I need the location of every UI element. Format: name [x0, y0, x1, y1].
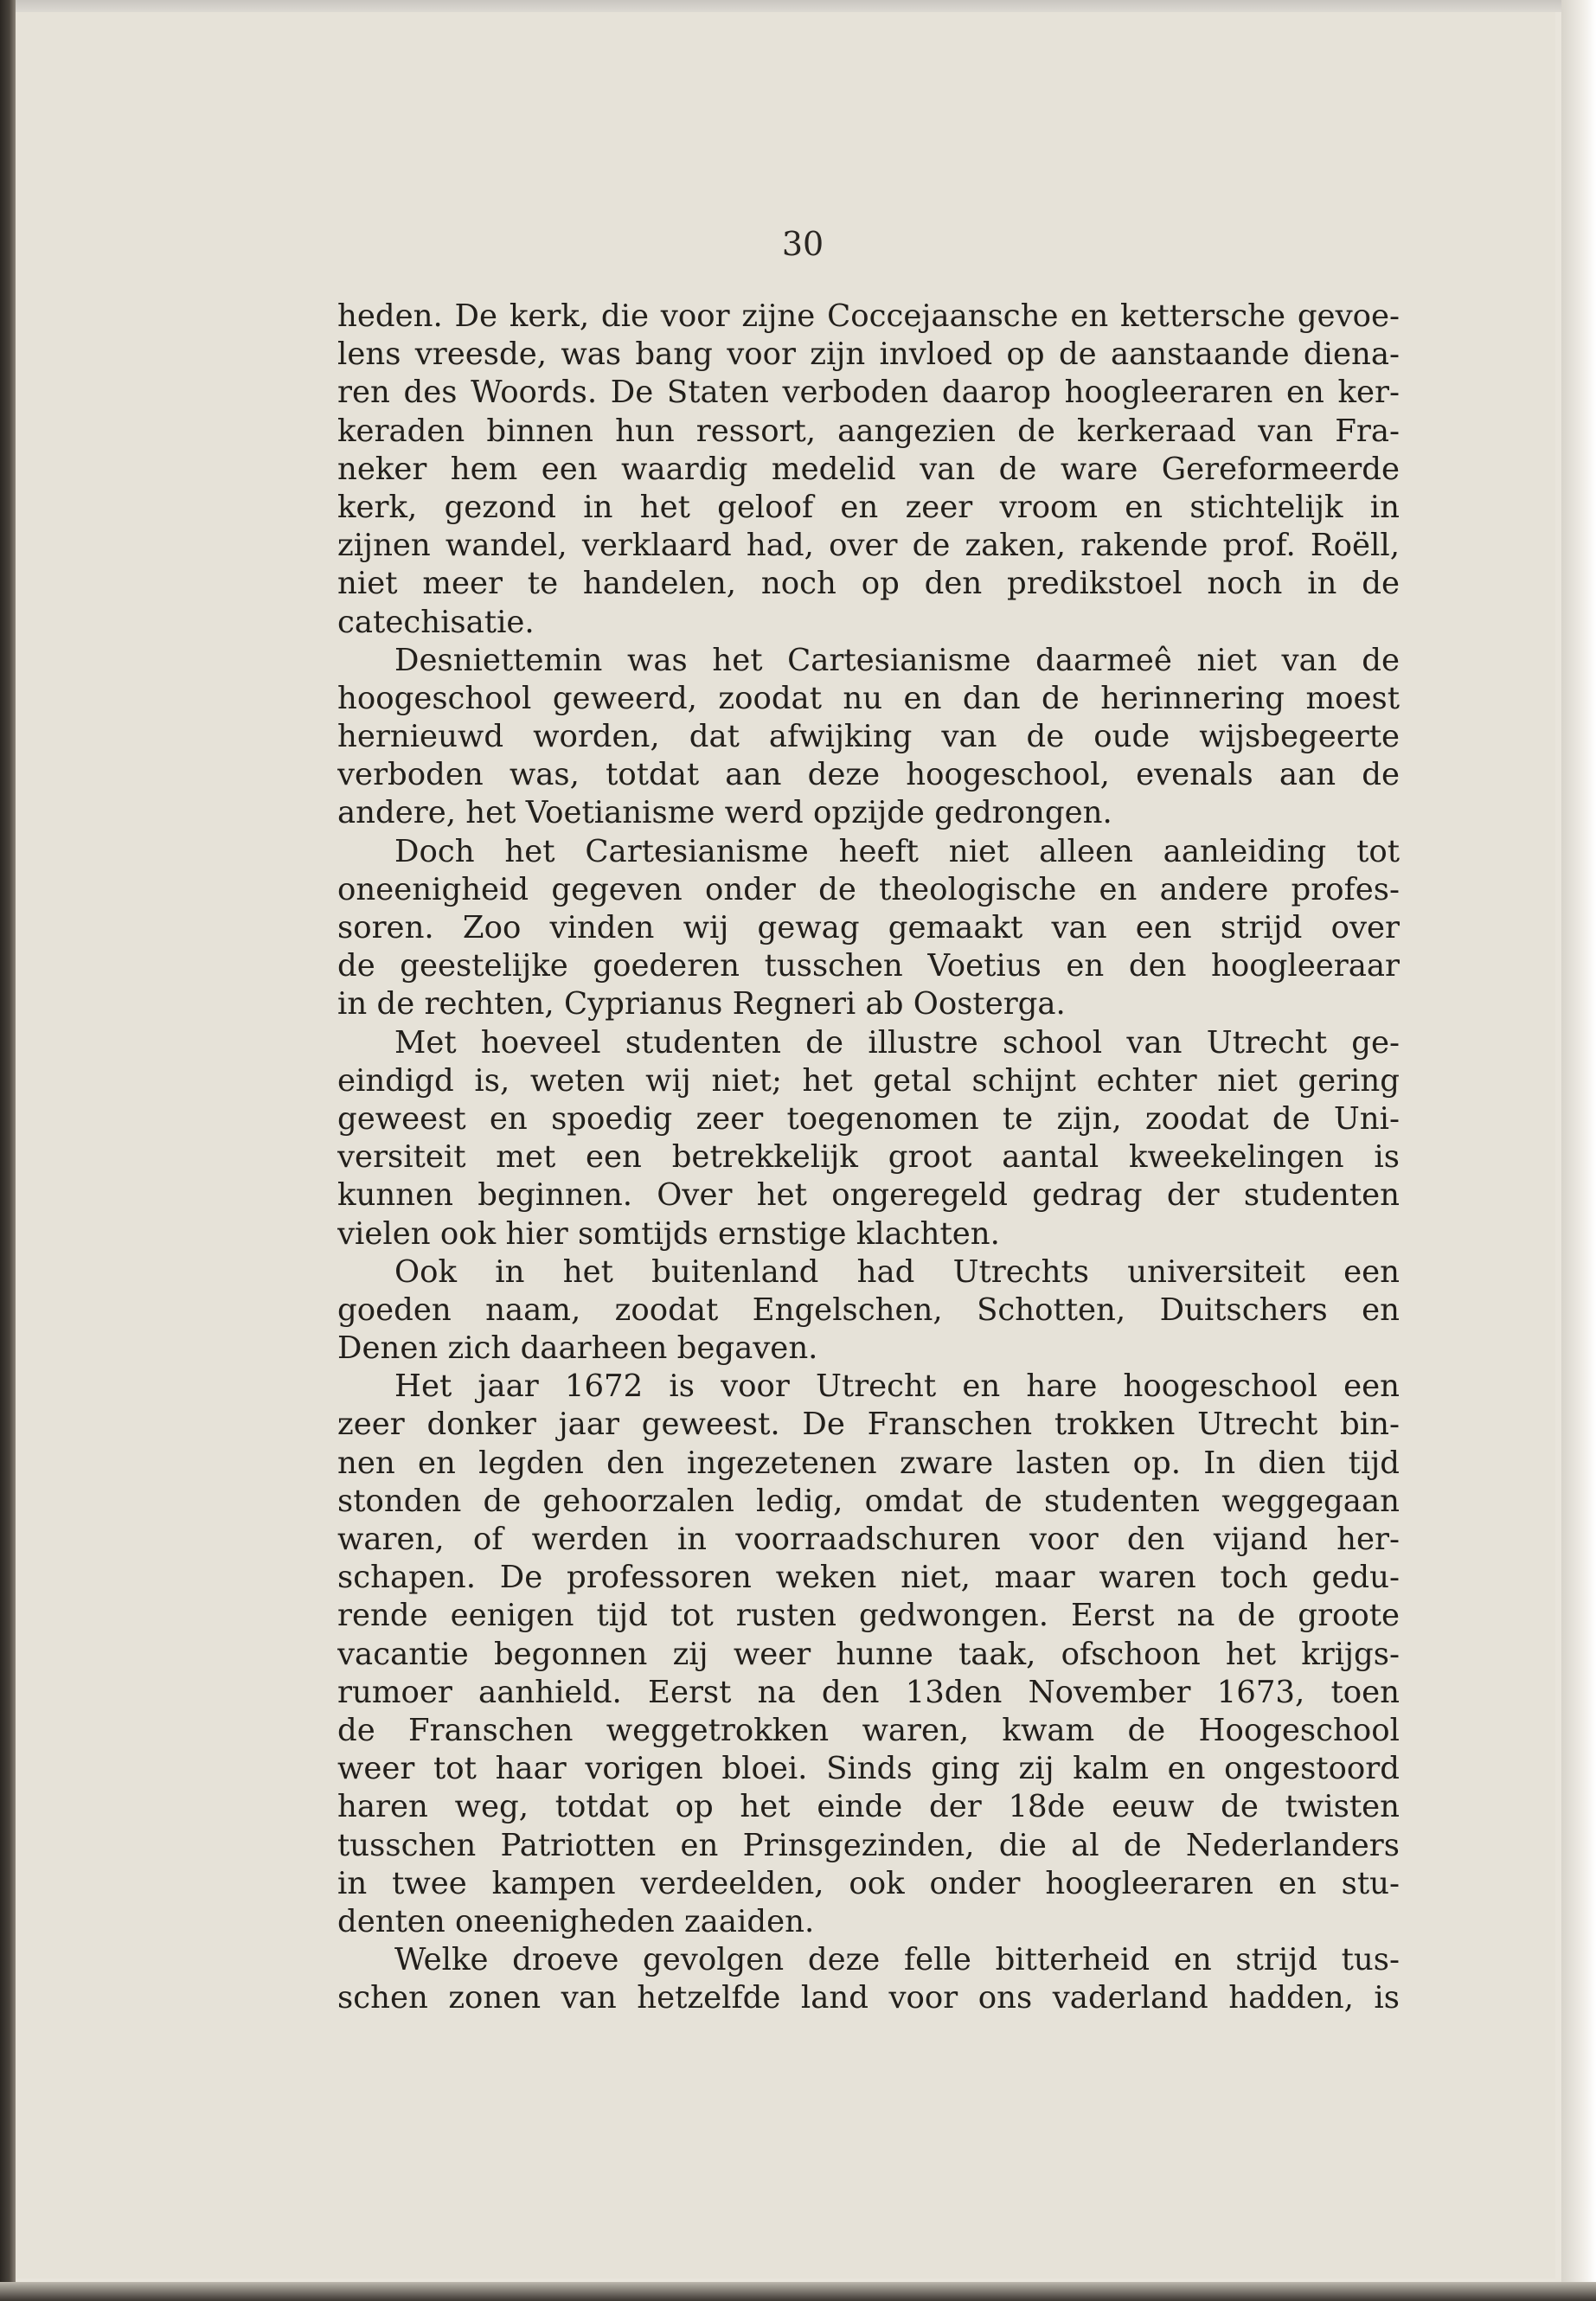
- text-line: heden. De kerk, die voor zijne Coccejaansche en kettersche gevoe-: [337, 298, 1400, 334]
- text-line: tusschen Patriotten en Prinsgezinden, die al de Nederlanders: [337, 1827, 1400, 1863]
- page-number: 30: [781, 225, 824, 263]
- text-line: goeden naam, zoodat Engelschen, Schotten, Duitschers en: [337, 1292, 1400, 1328]
- book-page: [16, 12, 1555, 2279]
- text-line: vielen ook hier somtijds ernstige klachten.: [337, 1215, 1000, 1252]
- text-line: neker hem een waardig medelid van de ware Gereformeerde: [337, 451, 1400, 487]
- text-line: versiteit met een betrekkelijk groot aantal kweekelingen is: [337, 1139, 1400, 1176]
- bottom-edge: [0, 2282, 1596, 2301]
- text-line: de Franschen weggetrokken waren, kwam de Hoogeschool: [337, 1712, 1400, 1748]
- text-line: niet meer te handelen, noch op den predikstoel noch in de: [337, 566, 1400, 602]
- text-line: de geestelijke goederen tusschen Voetius en den hoogleeraar: [337, 948, 1400, 984]
- text-line: kerk, gezond in het geloof en zeer vroom en stichtelijk in: [337, 489, 1400, 525]
- text-line: catechisatie.: [337, 604, 535, 640]
- text-line: zijnen wandel, verklaard had, over de zaken, rakende prof. Roëll,: [337, 528, 1400, 564]
- right-edge: [1561, 0, 1596, 2301]
- text-line: Desniettemin was het Cartesianisme daarmeê niet van de: [394, 642, 1400, 678]
- text-line: in de rechten, Cyprianus Regneri ab Oosterga.: [337, 986, 1066, 1022]
- text-line: haren weg, totdat op het einde der 18de eeuw de twisten: [337, 1789, 1400, 1825]
- text-line: ren des Woords. De Staten verboden daarop hoogleeraren en ker-: [337, 375, 1400, 411]
- text-line: Denen zich daarheen begaven.: [337, 1330, 818, 1367]
- text-line: zeer donker jaar geweest. De Franschen trokken Utrecht bin-: [337, 1407, 1400, 1443]
- text-line: hoogeschool geweerd, zoodat nu en dan de herinnering moest: [337, 680, 1400, 716]
- text-line: in twee kampen verdeelden, ook onder hoogleeraren en stu-: [337, 1865, 1400, 1901]
- text-line: denten oneenigheden zaaiden.: [337, 1903, 815, 1939]
- text-line: Welke droeve gevolgen deze felle bitterheid en strijd tus-: [394, 1942, 1400, 1978]
- text-line: eindigd is, weten wij niet; het getal schijnt echter niet gering: [337, 1062, 1400, 1099]
- text-line: weer tot haar vorigen bloei. Sinds ging zij kalm en ongestoord: [337, 1751, 1400, 1787]
- top-edge: [0, 0, 1596, 12]
- text-line: Het jaar 1672 is voor Utrecht en hare hoogeschool een: [394, 1368, 1400, 1405]
- body-text: [337, 298, 1400, 2017]
- text-line: kunnen beginnen. Over het ongeregeld gedrag der studenten: [337, 1177, 1400, 1214]
- text-line: keraden binnen hun ressort, aangezien de kerkeraad van Fra-: [337, 413, 1400, 449]
- text-line: andere, het Voetianisme werd opzijde gedrongen.: [337, 795, 1112, 831]
- text-line: stonden de gehoorzalen ledig, omdat de studenten weggegaan: [337, 1483, 1400, 1519]
- text-line: lens vreesde, was bang voor zijn invloed op de aanstaande diena-: [337, 336, 1400, 373]
- text-line: rumoer aanhield. Eerst na den 13den November 1673, toen: [337, 1674, 1400, 1710]
- text-line: geweest en spoedig zeer toegenomen te zijn, zoodat de Uni-: [337, 1100, 1400, 1137]
- text-line: schapen. De professoren weken niet, maar waren toch gedu-: [337, 1560, 1400, 1596]
- text-line: nen en legden den ingezetenen zware lasten op. In dien tijd: [337, 1445, 1400, 1481]
- text-line: oneenigheid gegeven onder de theologische en andere profes-: [337, 871, 1400, 907]
- binding-edge: [0, 0, 16, 2301]
- text-line: waren, of werden in voorraadschuren voor den vijand her-: [337, 1522, 1400, 1557]
- text-line: Met hoeveel studenten de illustre school van Utrecht ge-: [394, 1024, 1400, 1061]
- text-line: soren. Zoo vinden wij gewag gemaakt van een strijd over: [337, 910, 1400, 945]
- text-line: Doch het Cartesianisme heeft niet alleen aanleiding tot: [394, 833, 1400, 869]
- text-line: hernieuwd worden, dat afwijking van de oude wijsbegeerte: [337, 719, 1400, 755]
- text-line: verboden was, totdat aan deze hoogeschool, evenals aan de: [337, 757, 1400, 793]
- text-line: schen zonen van hetzelfde land voor ons vaderland hadden, is: [337, 1980, 1400, 2016]
- text-line: Ook in het buitenland had Utrechts universiteit een: [394, 1253, 1400, 1290]
- text-line: vacantie begonnen zij weer hunne taak, ofschoon het krijgs-: [337, 1636, 1400, 1672]
- text-line: rende eenigen tijd tot rusten gedwongen. Eerst na de groote: [337, 1598, 1400, 1634]
